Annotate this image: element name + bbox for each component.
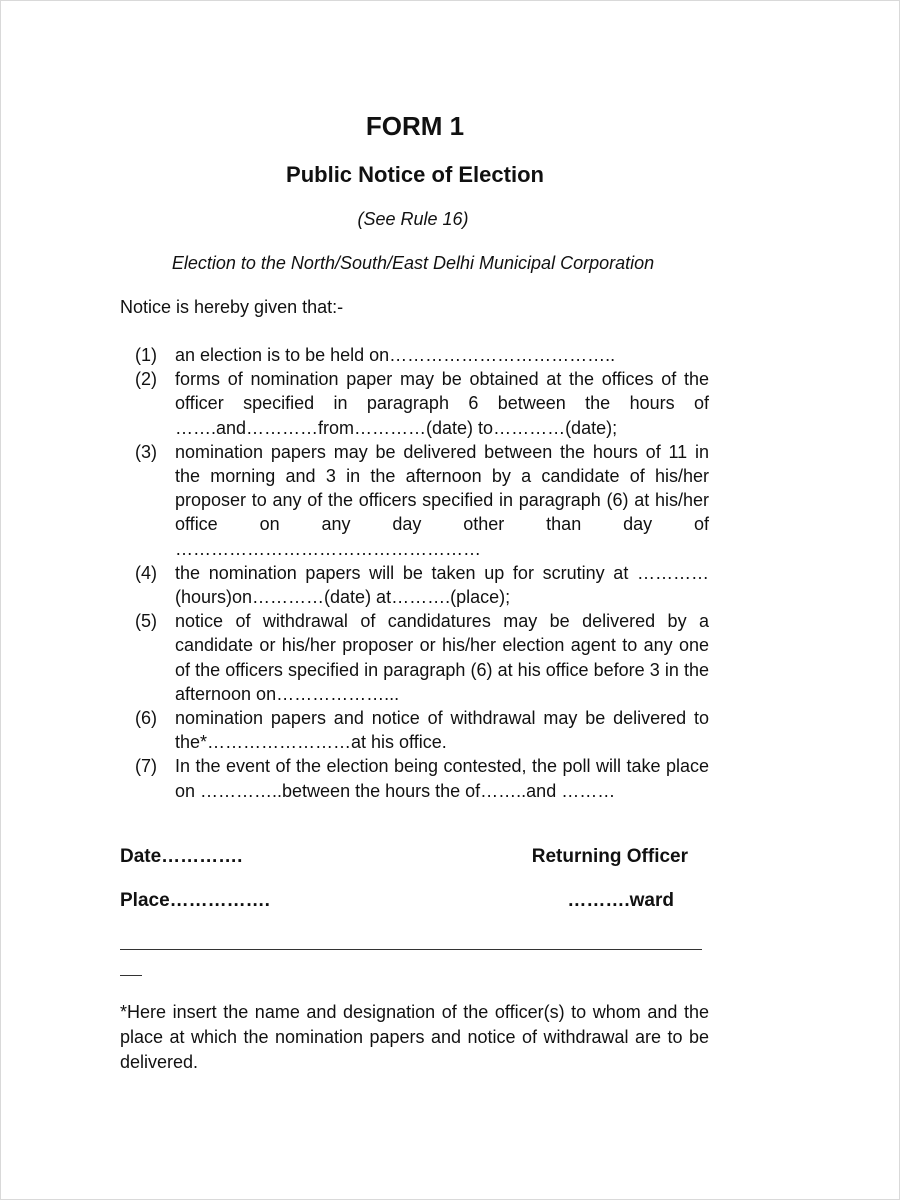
intro-text: Notice is hereby given that:- bbox=[120, 297, 344, 317]
item-text: an election is to be held on……………………………….. bbox=[175, 345, 616, 365]
item-text: nomination papers and notice of withdrawal may be delivered to the*……………………at his office. bbox=[175, 708, 709, 753]
item-text: the nomination papers will be taken up for scrutiny at ………… (hours)on…………(date) at……….(place); bbox=[175, 562, 709, 608]
notice-item-7 bbox=[135, 754, 709, 802]
notice-items-list bbox=[135, 343, 709, 803]
notice-item-5 bbox=[135, 609, 709, 706]
item-number: (6) bbox=[135, 708, 157, 729]
returning-officer-label: Returning Officer bbox=[531, 846, 688, 867]
place-label: Place……………. bbox=[120, 890, 270, 911]
separator-line-continuation bbox=[120, 975, 142, 976]
ward-label: ……….ward bbox=[567, 890, 674, 911]
notice-item-1 bbox=[135, 343, 709, 367]
rule-reference: (See Rule 16) bbox=[357, 209, 469, 229]
notice-title: Public Notice of Election bbox=[286, 162, 544, 187]
notice-item-4 bbox=[135, 561, 709, 609]
notice-item-2 bbox=[135, 367, 709, 440]
item-number: (7) bbox=[135, 756, 157, 777]
election-subtitle: Election to the North/South/East Delhi Municipal Corporation bbox=[171, 253, 655, 273]
notice-item-6 bbox=[135, 706, 709, 754]
item-text: notice of withdrawal of candidatures may be delivered by a candidate or his/her proposer or his/her election agent to any one of the officers specified in paragraph (6) at his office before 3 in the afternoon on………………... bbox=[175, 611, 709, 704]
date-label: Date…………. bbox=[120, 846, 243, 867]
item-text: nomination papers may be delivered between the hours of 11 in the morning and 3 in the afternoon by a candidate of his/her proposer to any of the officers specified in paragraph (6) at his/her office on any day other than day of …………………………………………… bbox=[175, 441, 709, 559]
item-number: (1) bbox=[135, 345, 157, 365]
item-number: (5) bbox=[135, 611, 157, 632]
item-number: (3) bbox=[135, 441, 157, 462]
separator-line bbox=[120, 949, 702, 950]
item-number: (2) bbox=[135, 369, 157, 390]
footnote: *Here insert the name and designation of the officer(s) to whom and the place at which the nomination papers and notice of withdrawal are to be delivered. bbox=[120, 1002, 709, 1072]
form-title: FORM 1 bbox=[365, 111, 465, 141]
item-text: forms of nomination paper may be obtained at the offices of the officer specified in paragraph 6 between the hours of …….and…………from…………(date) to…………(date); bbox=[175, 369, 709, 438]
notice-item-3 bbox=[135, 440, 709, 561]
item-text: In the event of the election being contested, the poll will take place on …………..between the hours the of……..and ……… bbox=[175, 756, 709, 801]
item-number: (4) bbox=[135, 562, 157, 583]
